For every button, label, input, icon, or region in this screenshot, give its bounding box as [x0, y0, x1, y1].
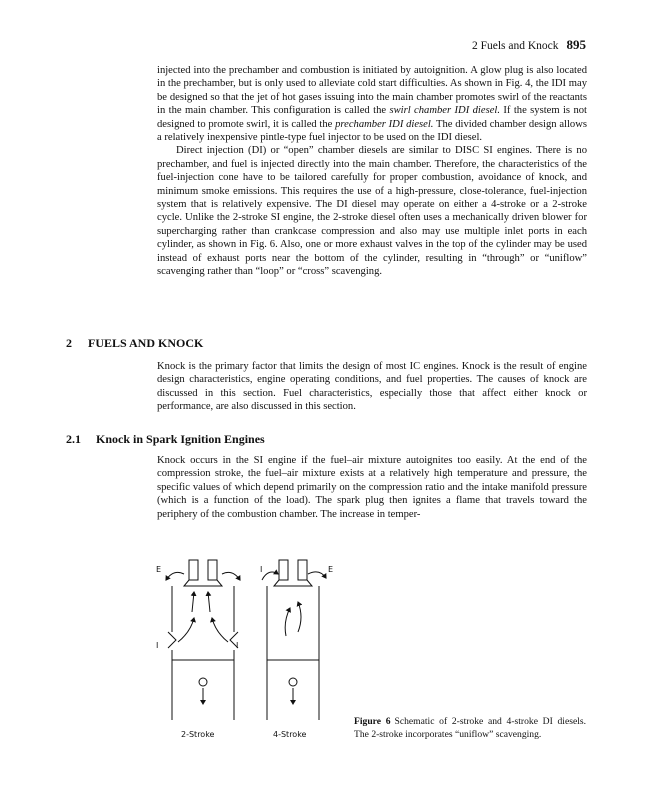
- paragraph-idi-text-2: If the system is not designed to promote swirl, it is called the: [157, 105, 587, 130]
- section-number: 2: [66, 336, 72, 350]
- paragraph-di: Direct injection (DI) or “open” chamber diesels are similar to DISC SI engines. There is no prechamber, and fuel is injected directly into the main chamber. Therefore, the characteristics of the fuel-injection cone have to be tailored carefully for proper combustion, avoidance of knock, and minimum smoke emissions. This requires the use of a high-pressure, close-tolerance, fuel-injection system that is relatively expensive. The DI diesel may operate on either a 4-stroke or a 2-stroke cycle. Unlike the 2-stroke SI engine, the 2-stroke diesel often uses a mechanically driven blower for supercharging rather than crankcase compression and also may use multiple inlet ports in each cylinder, as shown in Fig. 6. Also, one or more exhaust valves in the top of the cylinder may be used instead of exhaust ports near the bottom of the cylinder, resulting in “through” or “uniflow” scavenging rather than “loop” or “cross” scavenging.: [157, 145, 587, 278]
- swirl-flow-b: [298, 602, 301, 632]
- intake-flow: [262, 572, 278, 580]
- inlet-flow-right: [212, 618, 228, 642]
- body-paragraphs-top: [157, 64, 587, 279]
- scavenge-flow-b: [208, 592, 210, 612]
- section-heading-knock-si: [66, 432, 265, 447]
- engine-label-2-stroke: 2-Stroke: [181, 730, 215, 739]
- engine-label-4-stroke: 4-Stroke: [273, 730, 307, 739]
- inlet-flow-left: [178, 618, 194, 642]
- exhaust-valve: [298, 560, 307, 580]
- label-i-right-of-left: I: [236, 641, 239, 650]
- exhaust-flow-right: [222, 572, 240, 580]
- paragraph-knock-intro-text: Knock is the primary factor that limits the design of most IC engines. Knock is the result of engine design characteristics, engine operating conditions, and fuel properties. The causes of knock are discussed in this section. Fuel characteristics, especially those that affect either knock or performance, are also discussed in this section.: [157, 361, 587, 413]
- paragraph-knock-si-text: Knock occurs in the SI engine if the fuel–air mixture autoignites too easily. At the end of the compression stroke, the fuel–air mixture exists at a relatively high temperature and pressure, the specific values of which depend primarily on the compression ratio and the intake manifold pressure (which is a function of the load). The spark plug then ignites a flame that travels toward the periphery of the combustion chamber. The increase in temper-: [157, 455, 587, 520]
- scavenge-flow-a: [192, 592, 194, 612]
- exhaust-valve-right: [208, 560, 217, 580]
- figure-caption: [354, 716, 586, 741]
- running-title: 2 Fuels and Knock: [471, 40, 559, 52]
- exhaust-flow: [308, 572, 326, 578]
- figure-caption-text: Schematic of 2-stroke and 4-stroke DI diesels. The 2-stroke incorporates “uniflow” scavenging.: [354, 716, 586, 740]
- label-e-left: E: [156, 565, 162, 574]
- engine-4-stroke: [262, 560, 326, 720]
- cylinder-walls-upper: [172, 586, 234, 632]
- paragraph-idi: [157, 64, 587, 144]
- engine-schematic-figure: [148, 552, 348, 742]
- swirl-flow-a: [285, 608, 290, 636]
- section-title: FUELS AND KNOCK: [88, 336, 204, 350]
- paragraph-idi-text-3: The divided chamber design allows a relatively inexpensive pintle-type fuel injector to be used on the IDI diesel.: [157, 118, 587, 144]
- term-prechamber: prechamber IDI diesel.: [335, 118, 434, 130]
- subsection-title: Knock in Spark Ignition Engines: [96, 432, 265, 446]
- running-header: [472, 37, 586, 53]
- exhaust-valve-left: [189, 560, 198, 580]
- label-i-4s: I: [260, 565, 263, 574]
- inlet-ports: [168, 632, 238, 648]
- label-e-4s: E: [328, 565, 334, 574]
- engine-2-stroke: [166, 560, 240, 720]
- valve-seat: [184, 580, 222, 586]
- paragraph-idi-text-1: injected into the prechamber and combustion is initiated by autoignition. A glow plug is also located in the prechamber, but is only used to alleviate cold start difficulties. As shown in Fig. 4, the IDI may be designed so that the jet of hot gases issuing into the main chamber promotes swirl of the reactants in the main chamber. This configuration is called the: [157, 65, 587, 117]
- piston-pin: [199, 678, 207, 686]
- section-heading-fuels: [66, 336, 203, 351]
- label-i-left: I: [156, 641, 159, 650]
- paragraph-knock-intro: [157, 360, 587, 414]
- paragraph-knock-si: [157, 454, 587, 521]
- intake-valve: [279, 560, 288, 580]
- figure-label: Figure 6: [354, 716, 391, 727]
- subsection-number: 2.1: [66, 432, 81, 446]
- term-swirl-chamber: swirl chamber IDI diesel.: [389, 105, 500, 117]
- exhaust-flow-left: [166, 572, 184, 580]
- page-number: 895: [566, 37, 586, 52]
- valve-seat-4s: [274, 580, 312, 586]
- piston-pin-4s: [289, 678, 297, 686]
